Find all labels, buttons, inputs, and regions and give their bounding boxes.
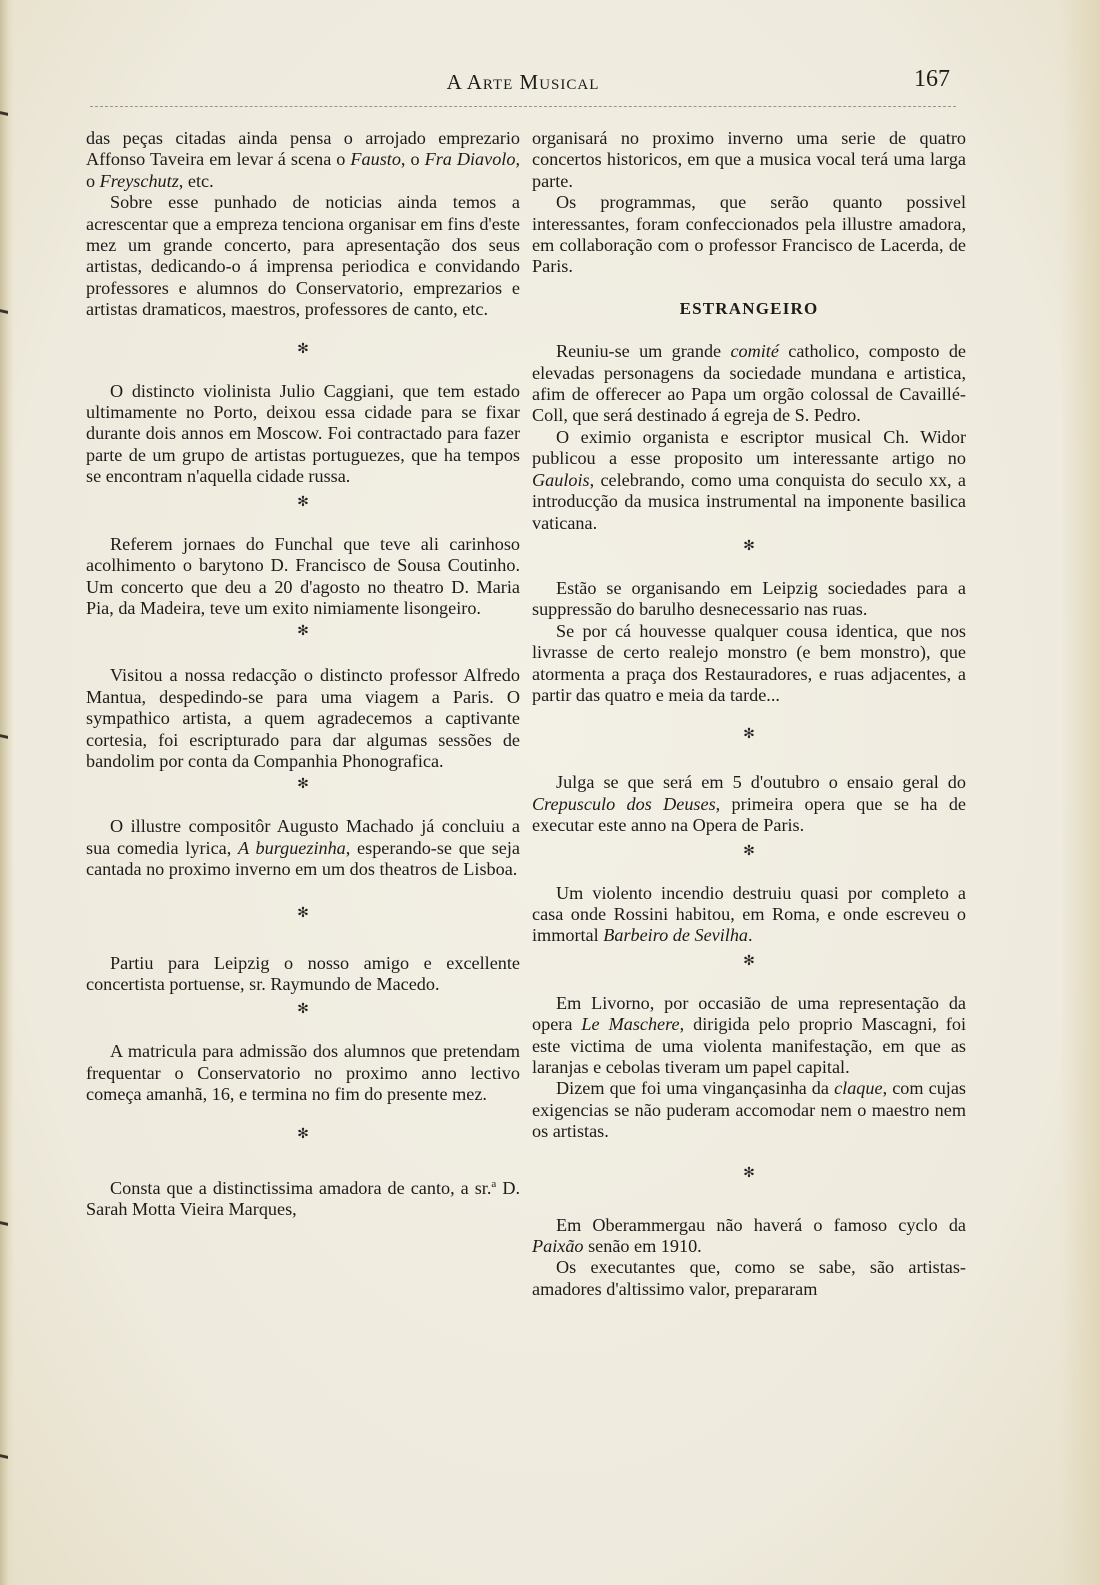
paragraph: A matricula para admissão dos alumnos que pretendam frequentar o Conservatorio no proximo anno lectivo começa amanhã, 16, e termina no fim do presente mez. — [86, 1041, 520, 1105]
page-edge-shadow — [0, 0, 14, 1585]
text: catholico, composto de elevadas personagens da sociedade mundana e artistica, afim de offerecer ao Papa um orgão colossal de Cavaillé-Coll, que será destinado á egreja de S. Pedro. — [532, 341, 966, 426]
asterism-separator: ✻ — [297, 905, 309, 921]
paragraph: Se por cá houvesse qualquer cousa identica, que nos livrasse de certo realejo monstro (e bem monstro), que atormenta a praça dos Restauradores, e ruas adjacentes, a partir das quatro e meia da tarde... — [532, 620, 966, 705]
paragraph: O distincto violinista Julio Caggiani, que tem estado ultimamente no Porto, deixou essa cidade para se fixar durante dois annos em Moscow. Foi contractado para fazer parte de um grupo de artistas portuguezes, que ha tempos se encontram n'aquella cidade russa. — [86, 380, 520, 487]
text: das peças citadas ainda pensa o arrojado emprezario Affonso Taveira em levar á scena o — [86, 128, 520, 170]
text: O eximio organista e escriptor musical Ch. Widor publicou a esse proposito um interessante artigo no — [532, 426, 966, 469]
text: , esperando-se que seja cantada no proximo inverno em um dos theatros de Lisboa. — [86, 837, 520, 880]
text: , primeira opera que se ha de executar este anno na Opera de Paris. — [532, 793, 966, 836]
asterism-separator: ✻ — [743, 843, 755, 859]
text: Julga se que será em 5 d'outubro o ensaio geral do — [556, 772, 966, 793]
text: Em Oberammergau não haverá o famoso cyclo da — [556, 1214, 966, 1235]
paragraph — [86, 1174, 520, 1221]
asterism-separator: ✻ — [297, 624, 309, 640]
opera-title: Freyschutz — [99, 170, 179, 191]
paragraph — [532, 1078, 966, 1142]
opera-title: Fausto — [350, 149, 401, 170]
paragraph — [532, 772, 966, 836]
text: D. Sarah Motta Vieira Marques, — [86, 1177, 521, 1220]
right-column — [532, 128, 966, 1300]
asterism-separator: ✻ — [297, 1126, 309, 1142]
paragraph: Referem jornaes do Funchal que teve ali carinhoso acolhimento o barytono D. Francisco de Sousa Coutinho. Um concerto que deu a 20 d'agosto no theatro D. Maria Pia, da Madeira, teve um exito nimiamente lisongeiro. — [86, 533, 520, 618]
header-rule — [90, 106, 956, 107]
opera-title: Barbeiro de Sevilha — [603, 925, 749, 946]
running-head — [90, 64, 956, 98]
text: O illustre compositôr Augusto Machado já concluiu a sua comedia lyrica, — [86, 816, 520, 858]
text: Em Livorno, por occasião de uma representação da opera — [532, 992, 966, 1035]
paragraph — [532, 883, 966, 947]
paragraph — [532, 1215, 966, 1258]
opera-title: Fra Diavolo — [424, 149, 516, 170]
paragraph: Visitou a nossa redacção o distincto professor Alfredo Mantua, despedindo-se para uma viagem a Paris. O sympathico artista, a quem agradecemos a captivante cortesia, foi escripturado para dar algumas sessões de bandolim por conta da Companhia Phonografica. — [86, 665, 520, 771]
asterism-separator: ✻ — [297, 341, 309, 357]
asterism-separator: ✻ — [297, 777, 309, 793]
asterism-separator: ✻ — [743, 953, 755, 969]
asterism-separator: ✻ — [297, 1002, 309, 1018]
work-title: A burguezinha — [238, 837, 346, 858]
text: Dizem que foi uma vingançasinha da — [556, 1078, 835, 1099]
foreign-term: claque — [834, 1078, 883, 1099]
asterism-separator: ✻ — [743, 1165, 755, 1181]
paragraph: Os executantes que, como se sabe, são artistas-amadores d'altissimo valor, prepararam — [532, 1257, 966, 1299]
text: , celebrando, como uma conquista do seculo xx, a introducção da musica instrumental na imponente basilica vaticana. — [532, 469, 966, 533]
paragraph: Sobre esse punhado de noticias ainda temos a acrescentar que a empreza tenciona organisar em fins d'este mez um grande concerto, para apresentação dos seus artistas, dedicando-o á imprensa periodica e convidando professores e alumnos do Conservatorio, emprezarios e artistas dramaticos, maestros, professores de canto, etc. — [86, 192, 520, 320]
text: Reuniu-se um grande — [556, 341, 731, 362]
paragraph: organisará no proximo inverno uma serie de quatro concertos historicos, em que a musica vocal terá uma larga parte. — [532, 128, 966, 191]
asterism-separator: ✻ — [743, 538, 755, 554]
text: , o — [400, 149, 425, 170]
paragraph: Partiu para Leipzig o nosso amigo e excellente concertista portuense, sr. Raymundo de Macedo. — [86, 952, 520, 994]
paragraph — [532, 427, 966, 534]
paragraph: Estão se organisando em Leipzig sociedades para a suppressão do barulho desnecessario nas ruas. — [532, 577, 966, 620]
opera-title: Le Maschere — [581, 1014, 680, 1035]
foreign-term: comité — [730, 341, 779, 362]
text: , dirigida pelo proprio Mascagni, foi este victima de uma violenta manifestação, em que as laranjas e cebolas tiveram um papel capital. — [532, 1014, 966, 1077]
newspaper-title: Gaulois — [532, 469, 590, 490]
left-column — [86, 128, 520, 1220]
text: , com cujas exigencias se não puderam accomodar nem o maestro nem os artistas. — [532, 1078, 966, 1142]
text: Um violento incendio destruiu quasi por completo a casa onde Rossini habitou, em Roma, e onde escreveu o immortal — [532, 882, 966, 946]
paragraph — [532, 341, 966, 427]
paragraph — [86, 128, 520, 192]
text: , o — [86, 149, 521, 191]
paragraph — [532, 993, 966, 1079]
paragraph: Os programmas, que serão quanto possivel interessantes, foram confeccionados pela illustre amadora, em collaboração com o professor Francisco de Lacerda, de Paris. — [532, 192, 966, 277]
text: senão em 1910. — [583, 1236, 702, 1257]
section-heading: ESTRANGEIRO — [679, 298, 819, 318]
page-edge-tint — [1060, 0, 1100, 1585]
asterism-separator: ✻ — [297, 494, 309, 510]
asterism-separator: ✻ — [743, 727, 755, 743]
paragraph — [86, 816, 520, 880]
opera-title: Crepusculo dos Deuses — [532, 793, 716, 814]
text: . — [748, 925, 753, 946]
page-number: 167 — [914, 66, 950, 92]
text: , etc. — [178, 170, 214, 191]
text: Consta que a distinctissima amadora de canto, a sr. — [110, 1177, 492, 1198]
work-title: Paixão — [532, 1236, 584, 1257]
journal-title: A Arte Musical — [446, 70, 600, 94]
superscript: a — [491, 1177, 497, 1190]
